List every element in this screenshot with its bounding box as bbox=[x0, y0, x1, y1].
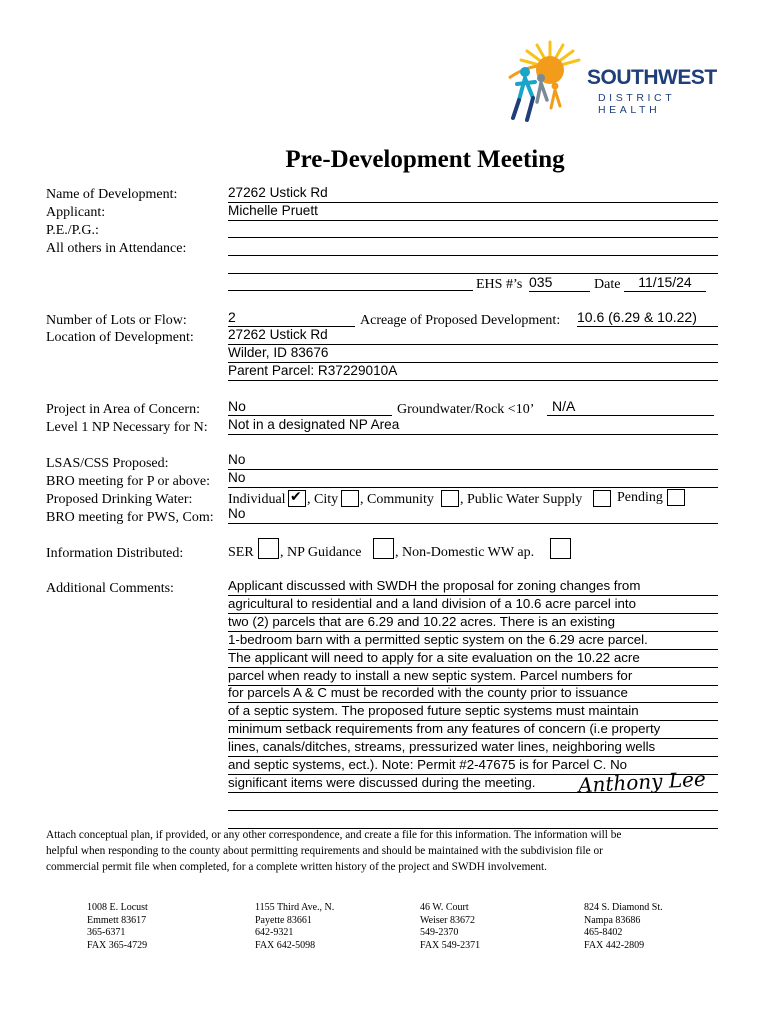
comment-line[interactable]: agricultural to residential and a land division of a 10.6 acre parcel into bbox=[228, 595, 718, 614]
label-acreage: Acreage of Proposed Development: bbox=[360, 313, 561, 328]
logo-emblem-icon bbox=[505, 38, 595, 123]
office-city: Weiser 83672 bbox=[420, 914, 476, 926]
label-lots-flow: Number of Lots or Flow: bbox=[46, 313, 187, 328]
np-guidance-label: , NP Guidance bbox=[280, 545, 362, 560]
label-info-distributed: Information Distributed: bbox=[46, 546, 184, 561]
footer-note-line: helpful when responding to the county about permitting requirements and should be maintained with the subdivision file or bbox=[46, 845, 603, 857]
comment-line[interactable] bbox=[228, 792, 718, 811]
office-address: 1008 E. Locust bbox=[87, 902, 148, 913]
label-area-concern: Project in Area of Concern: bbox=[46, 402, 200, 417]
label-date: Date bbox=[594, 277, 621, 292]
label-additional-comments: Additional Comments: bbox=[46, 581, 174, 596]
comment-line[interactable]: and septic systems, ect.). Note: Permit #2-47675 is for Parcel C. No bbox=[228, 756, 718, 775]
office-phone: 465-8402 bbox=[584, 927, 623, 938]
office-fax: FAX 442-2809 bbox=[584, 939, 645, 951]
label-drinking-water: Proposed Drinking Water: bbox=[46, 492, 193, 507]
city-label: , City bbox=[307, 492, 339, 507]
pe-pg-field[interactable] bbox=[228, 219, 718, 238]
label-ehs: EHS #’s bbox=[476, 277, 523, 292]
label-bro-pws: BRO meeting for PWS, Com: bbox=[46, 510, 214, 525]
label-name-of-development: Name of Development: bbox=[46, 187, 178, 202]
community-label: , Community bbox=[360, 492, 434, 507]
page-title: Pre-Development Meeting bbox=[285, 146, 565, 173]
public-supply-label: , Public Water Supply bbox=[460, 492, 583, 507]
comment-line[interactable]: lines, canals/ditches, streams, pressurized water lines, neighboring wells bbox=[228, 738, 718, 757]
comment-line[interactable]: significant items were discussed during the meeting. bbox=[228, 774, 718, 793]
comment-line[interactable]: two (2) parcels that are 6.29 and 10.22 acres. There is an existing bbox=[228, 613, 718, 632]
lots-flow-field[interactable]: 2 bbox=[228, 309, 355, 327]
attendance-line-2 bbox=[228, 255, 718, 256]
comment-line[interactable]: Applicant discussed with SWDH the proposal for zoning changes from bbox=[228, 577, 718, 596]
individual-label: Individual bbox=[228, 492, 286, 507]
pending-label: Pending bbox=[617, 490, 663, 505]
comment-line[interactable]: minimum setback requirements from any features of concern (i.e property bbox=[228, 720, 718, 739]
label-groundwater: Groundwater/Rock <10’ bbox=[397, 402, 535, 417]
label-all-others: All others in Attendance: bbox=[46, 241, 187, 256]
office-address: 1155 Third Ave., N. bbox=[255, 902, 335, 913]
ehs-leading-line bbox=[228, 290, 473, 291]
office-address: 824 S. Diamond St. bbox=[584, 902, 663, 913]
checkmark-icon: ✔ bbox=[290, 489, 302, 505]
footer-note-line: commercial permit file when completed, for a complete written history of the project and SWDH involvement. bbox=[46, 861, 547, 873]
non-domestic-label: , Non-Domestic WW ap. bbox=[395, 545, 535, 560]
office-payette bbox=[255, 902, 334, 952]
ser-label: SER bbox=[228, 545, 254, 560]
office-nampa bbox=[584, 902, 663, 952]
signature: Anthony Lee bbox=[577, 766, 707, 798]
area-concern-field[interactable]: No bbox=[228, 398, 392, 416]
footer-note-line: Attach conceptual plan, if provided, or any other correspondence, and create a file for this information. The information will be bbox=[46, 829, 622, 841]
office-emmett bbox=[87, 902, 148, 952]
comment-line[interactable]: parcel when ready to install a new septic system. Parcel numbers for bbox=[228, 667, 718, 686]
bro-pws-field[interactable]: No bbox=[228, 505, 718, 524]
office-fax: FAX 642-5098 bbox=[255, 939, 316, 951]
office-address: 46 W. Court bbox=[420, 902, 469, 913]
location-line-1[interactable]: 27262 Ustick Rd bbox=[228, 326, 718, 345]
office-fax: FAX 365-4729 bbox=[87, 939, 148, 951]
non-domestic-checkbox[interactable] bbox=[550, 538, 571, 559]
label-pe-pg: P.E./P.G.: bbox=[46, 223, 99, 238]
label-location: Location of Development: bbox=[46, 330, 194, 345]
bro-p-field[interactable]: No bbox=[228, 469, 718, 488]
office-city: Nampa 83686 bbox=[584, 914, 641, 926]
office-weiser bbox=[420, 902, 480, 952]
applicant-field[interactable]: Michelle Pruett bbox=[228, 202, 718, 221]
acreage-field[interactable]: 10.6 (6.29 & 10.22) bbox=[577, 309, 718, 327]
logo-southwest-text: SOUTHWEST bbox=[587, 66, 717, 89]
comment-line[interactable] bbox=[228, 810, 718, 829]
location-line-2[interactable]: Wilder, ID 83676 bbox=[228, 344, 718, 363]
label-lsas: LSAS/CSS Proposed: bbox=[46, 456, 169, 471]
lsas-field[interactable]: No bbox=[228, 451, 718, 470]
logo bbox=[505, 38, 720, 123]
comment-line[interactable]: for parcels A & C must be recorded with the county prior to issuance bbox=[228, 684, 718, 703]
office-phone: 365-6371 bbox=[87, 927, 126, 938]
all-others-field[interactable] bbox=[228, 237, 718, 256]
office-city: Emmett 83617 bbox=[87, 914, 147, 926]
label-applicant: Applicant: bbox=[46, 205, 106, 220]
level1-field[interactable]: Not in a designated NP Area bbox=[228, 416, 718, 435]
footer-note bbox=[46, 827, 621, 875]
comment-line[interactable]: 1-bedroom barn with a permitted septic system on the 6.29 acre parcel. bbox=[228, 631, 718, 650]
logo-district-health-text: DISTRICT HEALTH bbox=[598, 92, 676, 116]
date-field[interactable]: 11/15/24 bbox=[624, 274, 706, 292]
label-level1: Level 1 NP Necessary for N: bbox=[46, 420, 208, 435]
np-guidance-checkbox[interactable] bbox=[373, 538, 394, 559]
office-fax: FAX 549-2371 bbox=[420, 939, 481, 951]
pending-checkbox[interactable] bbox=[667, 489, 685, 506]
ehs-number-field[interactable]: 035 bbox=[529, 274, 590, 292]
ser-checkbox[interactable] bbox=[258, 538, 279, 559]
comment-line[interactable]: The applicant will need to apply for a site evaluation on the 10.22 acre bbox=[228, 649, 718, 668]
comment-line[interactable]: of a septic system. The proposed future septic systems must maintain bbox=[228, 702, 718, 721]
office-city: Payette 83661 bbox=[255, 914, 312, 926]
location-line-3[interactable]: Parent Parcel: R37229010A bbox=[228, 362, 718, 381]
label-bro-p: BRO meeting for P or above: bbox=[46, 474, 210, 489]
office-phone: 549-2370 bbox=[420, 927, 459, 938]
groundwater-field[interactable]: N/A bbox=[547, 398, 714, 416]
office-phone: 642-9321 bbox=[255, 927, 294, 938]
name-of-development-field[interactable]: 27262 Ustick Rd bbox=[228, 184, 718, 203]
